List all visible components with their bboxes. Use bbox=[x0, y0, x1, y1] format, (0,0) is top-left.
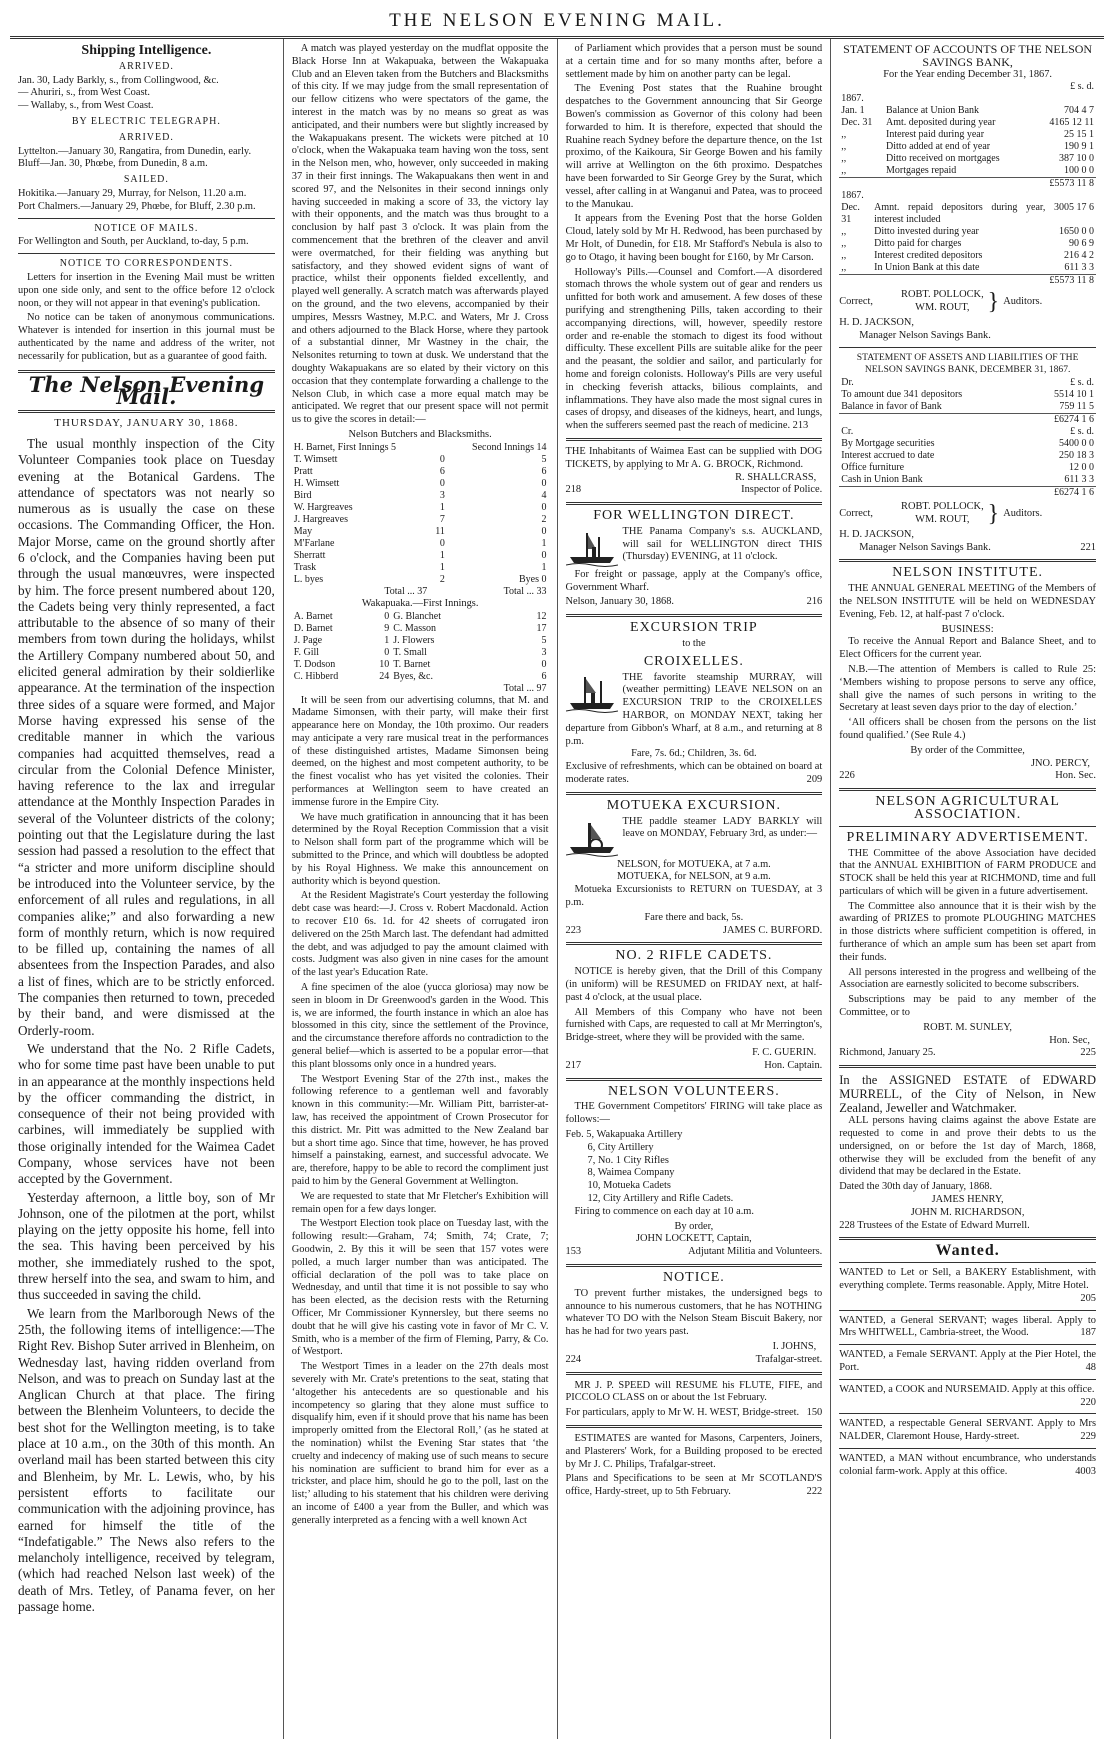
telegraph-line: Bluff—Jan. 30, Phœbe, from Dunedin, 8 a.m. bbox=[18, 158, 208, 170]
acct-row: Office furniture 12 0 0 bbox=[841, 462, 1094, 474]
nelson-team-head: Nelson Butchers and Blacksmiths. bbox=[348, 428, 492, 440]
institute-by: By order of the Committee, bbox=[910, 744, 1025, 756]
agri-foot: Richmond, January 25. bbox=[839, 1047, 936, 1059]
score-row: May 11 0 bbox=[293, 525, 547, 537]
assets-cr: Cr. £ s. d. By Mortgage securities 5400 0 0 Interest accrued to date 250 18 3 Office furniture 12 0 0 Cash in Union Bank 611 3 3 £6274 1 6 bbox=[841, 426, 1094, 499]
wanted-ad bbox=[839, 1384, 1096, 1410]
dog-tickets-role: Inspector of Police. bbox=[741, 484, 823, 496]
score-header: H. Barnet, First Innings 5 bbox=[293, 441, 396, 453]
motueka-text-2: Motueka Excursionists to RETURN on TUESDAY, at 3 p.m. bbox=[565, 884, 823, 909]
murrell-date: Dated the 30th day of January, 1868. bbox=[839, 1181, 993, 1193]
institute-business: BUSINESS: bbox=[941, 623, 994, 635]
institute-text-4: ‘All officers shall be chosen from the persons on the list found qualified.’ (See Rule 4.) bbox=[839, 717, 1096, 741]
score-row: F. Gill 0 T. Small 3 bbox=[293, 646, 547, 658]
acct-row: Dec. 31 Amt. deposited during year 4165 12 11 bbox=[841, 117, 1094, 129]
wanted-text: WANTED, a MAN without encumbrance, who understands colonial farm-work. Apply at this office. bbox=[839, 1452, 1096, 1477]
mails-title: NOTICE OF MAILS. bbox=[94, 222, 199, 234]
steamship-icon bbox=[566, 673, 618, 713]
volunteers-item: Feb. 5, Wakapuaka Artillery bbox=[565, 1128, 683, 1140]
article-para: We have much gratification in announcing that it has been determined by the Royal Reception Commission that a visit to Nelson shall form part of the programme which will be submitted to the Prince, and which will doubtless be adopted by his Royal Highness. We make this announcement on authority which is beyond question. bbox=[291, 811, 549, 887]
auditor-name: ROBT. POLLOCK, bbox=[901, 501, 984, 513]
article-para: The Westport Times in a leader on the 27th deals most severely with Mr. Crate's pretentions to the seat, stating that ‘altogether his antecedents are so questionable and his incompetency so glaring that they alone must suffice to disqualify him, even if it should prove that his name has been improperly omitted from the Electoral Roll,’ (as he stated at the nomination) whilst the Evening Star states that ‘the cruelty and indecency of making use of such means to secure his nomination are sufficient to brand him for ever as a trickster, and place him, should he go to the poll, last on the list;’ alluding to his statement that his children were deriving an income of £400 a year from the Buller, and which was generally interpreted as a fencing with a well known Act bbox=[291, 1361, 549, 1526]
article-para: It appears from the Evening Post that the horse Golden Cloud, lately sold by Mr H. Redwood, has been purchased by Mr Holt, of Dunedin, for £18. Mr Stafford's Nebula is also to go to Otago, it having been bought for £160, by Mr Carson. bbox=[565, 213, 823, 263]
acct-total: £6274 1 6 bbox=[839, 487, 1096, 500]
manager-name: H. D. JACKSON, bbox=[839, 528, 915, 540]
running-head: THE NELSON EVENING MAIL. bbox=[10, 10, 1104, 39]
score-row: Trask 1 1 bbox=[293, 561, 547, 573]
ref-number: 221 bbox=[1080, 541, 1096, 553]
score-row: Bird 3 4 bbox=[293, 489, 547, 501]
volunteers-item: 7, No. 1 City Rifles bbox=[587, 1154, 669, 1166]
sailed-line: Port Chalmers.—January 29, Phœbe, for Bluff, 2.30 p.m. bbox=[18, 200, 256, 212]
notice-role: Trafalgar-street. bbox=[755, 1353, 823, 1365]
score-row: J. Hargreaves 7 2 bbox=[293, 513, 547, 525]
rifle-role: Hon. Captain. bbox=[764, 1059, 823, 1071]
savings-title: STATEMENT OF ACCOUNTS OF THE NELSON SAVINGS BANK, bbox=[843, 42, 1093, 69]
agri-text-4: Subscriptions may be paid to any member of the Committee, or to bbox=[839, 994, 1096, 1019]
score-row: L. byes 2 Byes 0 bbox=[293, 573, 547, 585]
croixelles-text: THE favorite steamship MURRAY, will (weather permitting) LEAVE NELSON on an EXCURSION TRIP to the CROIXELLES HARBOR, on MONDAY NEXT, taking her departure from Gibbon's Wharf, at 8 a.m., and returning at 8 p.m. bbox=[565, 671, 823, 747]
acct-row: ,, Ditto received on mortgages 387 10 0 bbox=[841, 153, 1094, 165]
agri-sub: PRELIMINARY ADVERTISEMENT. bbox=[846, 829, 1089, 845]
shipping-title: Shipping Intelligence. bbox=[81, 43, 212, 58]
arrived-line: Jan. 30, Lady Barkly, s., from Collingwood, &c. bbox=[18, 74, 219, 86]
waka-team-head: Wakapuaka.—First Innings. bbox=[361, 597, 479, 609]
acct-row: ,, Mortgages repaid 100 0 0 bbox=[841, 165, 1094, 177]
acct-row: Cash in Union Bank 611 3 3 bbox=[841, 474, 1094, 486]
ref-number: 4003 bbox=[1075, 1465, 1096, 1477]
arrived-head-2: ARRIVED. bbox=[118, 131, 174, 143]
score-row: C. Hibberd 24 Byes, &c. 6 bbox=[293, 670, 547, 682]
agri-sig: ROBT. M. SUNLEY, bbox=[923, 1021, 1013, 1033]
savings-receipts bbox=[839, 81, 1096, 190]
ref-number: 228 bbox=[839, 1219, 855, 1231]
manager-role: Manager Nelson Savings Bank. bbox=[859, 329, 991, 341]
ref-number: 224 bbox=[565, 1353, 582, 1365]
ref-number: 205 bbox=[1080, 1292, 1096, 1304]
article-para: The Evening Post states that the Ruahine brought despatches to the Government announcing that Sir George Bowen's commission as Governor of this colony had been forwarded to him. It is therefore, expected that should the Ruahine reach Sydney before the departure thence, on the 1st proximo, of the Kaikoura, Sir George Bowen and his family will arrive at Wellington on the 6th proximo. Despatches have been forwarded to Sir George Grey by the Surat, which vessel, after calling in at Wanganui and Patea, was to proceed to the Manukau. bbox=[565, 83, 823, 210]
sailed-line: Hokitika.—January 29, Murray, for Nelson, 11.20 a.m. bbox=[18, 187, 247, 199]
score-row: T. Wimsett 0 5 bbox=[293, 453, 547, 465]
volunteers-by: By order, bbox=[674, 1220, 714, 1232]
acct-row: Dec. 31 Amnt. repaid depositors during year, interest included 3005 17 6 bbox=[841, 202, 1094, 226]
speed-text: MR J. P. SPEED will RESUME his FLUTE, FIFE, and PICCOLO CLASS on or about the 1st February. bbox=[565, 1379, 823, 1404]
rifle-title: NO. 2 RIFLE CADETS. bbox=[615, 948, 773, 964]
cr-label: Cr. bbox=[841, 426, 854, 438]
ref-number: 187 bbox=[1080, 1327, 1096, 1339]
assets-dr: Dr. £ s. d. To amount due 341 depositors 5514 10 1 Balance in favor of Bank 759 11 5 £6274 1 6 bbox=[841, 377, 1094, 426]
ref-number: 223 bbox=[565, 924, 582, 936]
motueka-title: MOTUEKA EXCURSION. bbox=[606, 797, 782, 813]
article-para: Yesterday afternoon, a little boy, son of Mr Johnson, one of the pilotmen at the port, whilst playing on the jetty opposite his home, fell into the sea. This having been perceived by his mother, she immediately rushed to the spot, threw herself into the sea, and swam to him, and thus succeeded in saving the child. bbox=[18, 1189, 275, 1303]
wanted-text: WANTED, a Female SERVANT. Apply at the Pier Hotel, the Port. bbox=[839, 1349, 1096, 1373]
murrell-role: Trustees of the Estate of Edward Murrell. bbox=[857, 1219, 1030, 1231]
manager-role: Manager Nelson Savings Bank. bbox=[859, 541, 991, 553]
savings-sub: For the Year ending December 31, 1867. bbox=[883, 68, 1053, 80]
wellington-foot: Nelson, January 30, 1868. bbox=[565, 596, 675, 608]
motueka-line: NELSON, for MOTUEKA, at 7 a.m. bbox=[616, 858, 771, 870]
score-total: Total ... 97 bbox=[503, 682, 547, 694]
paddle-steamer-icon bbox=[566, 817, 618, 857]
columns bbox=[10, 39, 1104, 1739]
volunteers-text: THE Government Competitors' FIRING will take place as follows:— bbox=[565, 1101, 823, 1126]
cricket-report: A match was played yesterday on the mudflat opposite the Black Horse Inn at Wakapuaka, between the Wakapuaka Club and an Eleven taken from the Butchers and Blacksmiths of this city. If we may judge from the small representation of our fellow citizens who were spectators of the game, the interest in the match was by no means so great as was anticipated, and their numbers were but slightly increased by the Wakapuakans present. The wickets were pitched at 10 o'clock, when the Wakapuaka team having won the toss, sent in the Nelson men, who, however, only succeeded in making 37 in their first innings. The Wakapuakans then went in and scored 97, and the Nelsonites in their second innings only having succeeded in making a score of 33, the victory lay with their opponents, and the match was thus brought to a conclusion by half past 3 o'clock. It was plain from the commencement that the brethren of the cleaver and anvil were overmatched, for their fielding was anything but satisfactory, and they showed evident signs of want of practice, whilst their opponents fielded excellently, and played well generally. A scratch match was afterwards played on the ground, and the two elevens, accompanied by their umpires, Messrs Wastney, M.P.C. and Waters, Mr J. Cross and others adjourned to the Black Horse, where they partook of a substantial dinner, Mr Wastney in the chair, the Nelsonites returning to town at dusk. We understand that the doughty Wakapuakans are so elated by their victory on this occasion that they contemplate forwarding a challenge to the Nelson Club, in which case a more equal match may be anticipated. We regret that our present space will not permit us to give the scores in detail:— bbox=[291, 43, 549, 426]
ref-number: 209 bbox=[806, 774, 823, 786]
auditor-name: ROBT. POLLOCK, bbox=[901, 289, 984, 301]
wanted-title: Wanted. bbox=[935, 1242, 1000, 1260]
acct-row: By Mortgage securities 5400 0 0 bbox=[841, 438, 1094, 450]
score-row: Pratt 6 6 bbox=[293, 465, 547, 477]
acct-row: ,, Interest credited depositors 216 4 2 bbox=[841, 250, 1094, 262]
dog-tickets-text: THE Inhabitants of Waimea East can be supplied with DOG TICKETS, by applying to Mr A. G. BROCK, Richmond. bbox=[565, 445, 823, 470]
institute-title: NELSON INSTITUTE. bbox=[892, 565, 1043, 581]
correspondents-para: No notice can be taken of anonymous communications. Whatever is intended for insertion in this journal must be authenticated by the name and address of the writer, not necessarily for publication, but as a guarantee of good faith. bbox=[18, 312, 275, 362]
arrived-line: — Wallaby, s., from West Coast. bbox=[18, 100, 154, 112]
score-row: D. Barnet 9 C. Masson 17 bbox=[293, 622, 547, 634]
newspaper-page bbox=[10, 10, 1104, 1742]
article-para: At the Resident Magistrate's Court yesterday the following debt case was heard:—J. Cross v. Robert Macdonald. Action to recover £10 6s. 1d. for 42 sheets of corrugated iron delivered on the 25th March last. The defendant had admitted the debt, and was adjudged to pay the amount claimed with costs. Judgment was also given in nine cases for the amount of the last year's Education Rate. bbox=[291, 890, 549, 979]
motueka-text: THE paddle steamer LADY BARKLY will leave on MONDAY, February 3rd, as under:— bbox=[622, 815, 823, 840]
ref-number: 153 bbox=[565, 1246, 582, 1258]
article-para: We learn from the Marlborough News of the 25th, the following items of intelligence:—The Right Rev. Bishop Suter arrived in Blenheim, on Wednesday last, having ridden overland from Nelson, and was to preach on Sunday last at the Anglican Church at that place. The firing between the Blenheim Volunteers, to decide the best shot for the Wellington meeting, is to take place at 10 a.m., on the 30th of this month. An overland mail has been started between this city and Blenheim, by Mr. L. Lewis, who, by his persistent efforts to facilitate our communication with the adjoining province, has earned for himself the title of the “Indefatigable.” The News also refers to the melancholy intelligence, received by telegram, (which had reached Nelson last week) of the death of Mrs. Tetley, of Panama fever, on her passage home. bbox=[18, 1305, 275, 1614]
volunteers-text-2: Firing to commence on each day at 10 a.m. bbox=[574, 1205, 754, 1217]
agri-role: Hon. Sec, bbox=[1049, 1034, 1090, 1046]
correct-label: Correct, bbox=[839, 507, 874, 519]
score-row: M'Farlane 0 1 bbox=[293, 537, 547, 549]
acct-total: £6274 1 6 bbox=[839, 414, 1096, 427]
currency-header: £ s. d. bbox=[1070, 81, 1094, 93]
article-para: The Westport Evening Star of the 27th inst., makes the following reference to a gentleman well and favorably known in this community:—Mr. William Pitt, barrister-at-law, has received the appointment of Crown Prosecutor for this district. Mr. Pitt was admitted to the New Zealand bar but a short time ago. Since that time, however, he has proved himself a painstaking, earnest, and successful advocate. We are, therefore, happy to be able to record the compliment just paid to him by the General Government at Wellington. bbox=[291, 1073, 549, 1187]
telegraph-head: BY ELECTRIC TELEGRAPH. bbox=[71, 115, 221, 127]
dateline: THURSDAY, JANUARY 30, 1868. bbox=[54, 417, 239, 430]
croixelles-title: EXCURSION TRIP bbox=[630, 620, 758, 636]
volunteers-role: Adjutant Militia and Volunteers. bbox=[688, 1246, 823, 1258]
agri-text-3: All persons interested in the progress and wellbeing of the Association are earnestly solicited to become subscribers. bbox=[839, 966, 1096, 991]
score-total: Total ... 37 Total ... 33 bbox=[384, 585, 547, 597]
manager-name: H. D. JACKSON, bbox=[839, 316, 915, 328]
wanted-ad bbox=[839, 1267, 1096, 1305]
croixelles-place: CROIXELLES. bbox=[643, 653, 744, 669]
agri-title: NELSON AGRICULTURAL ASSOCIATION. bbox=[875, 794, 1060, 822]
institute-role: Hon. Sec. bbox=[1055, 770, 1096, 782]
acct-row: Jan. 1 Balance at Union Bank 704 4 7 bbox=[841, 105, 1094, 117]
institute-text: THE ANNUAL GENERAL MEETING of the Members of the NELSON INSTITUTE will be held on WEDNESDAY Evening, Feb. 12, at half-past 7 o'clock. bbox=[839, 583, 1096, 620]
agri-text-2: The Committee also announce that it is their wish by the awarding of PRIZES to promote PLOUGHING MATCHES in those districts where sufficient competition is offered, in furtherance of which an ample sum has been set apart from their funds. bbox=[839, 900, 1096, 963]
volunteers-item: 6, City Artillery bbox=[587, 1141, 654, 1153]
telegraph-line: Lyttelton.—January 30, Rangatira, from Dunedin, early. bbox=[18, 145, 252, 157]
article-para: The usual monthly inspection of the City Volunteer Companies took place on Tuesday evening at the Botanical Gardens. The attendance of spectators was not nearly so numerous as is usually the case on these occasions. The Commanding Officer, the Hon. Major Morse, came on the ground shortly after 6 o'clock, and the Companies having been put through the usual manœuvres, were inspected by him. The force present numbered about 120, the Cadets being very thinly represented, a fact attributable to the absence of so many of their members from town during the holidays, whilst the Artillery Company numbered about 50, and elicited general admiration by their soldierlike appearance. At the termination of the inspection three sides of a square were formed, and Major Morse having expressed his sense of the creditable manner in which the various companies had acquitted themselves, read a circular from the Colonial Defence Minister, having reference to the lax and irregular attendance at the Monthly Inspection Parades in several of the Volunteer districts of the colony; pointing out that the Legislature during the last session had passed a resolution to the effect that “a stricter and more uniform discipline should be introduced into the Volunteer service, by the enforcement of all rules and regulations, in all companies alike;” and also forwarding a new form of monthly return, which is now required to be filled up, containing the names of all absentees from the Inspection Parades, and also a list of fines, which are to be strictly enforced. The companies then returned to town, preceded by their band, and were dismissed at the Orderly-room. bbox=[18, 435, 275, 1038]
ref-number: 226 bbox=[839, 770, 855, 782]
auditors-label: Auditors. bbox=[1003, 295, 1043, 307]
acct-row: ,, Interest paid during year 25 15 1 bbox=[841, 129, 1094, 141]
notice-text: TO prevent further mistakes, the undersigned begs to announce to his numerous customers, that he has NOTHING whatever TO DO with the Nelson Steam Biscuit Bakery, nor has he had for two years past. bbox=[565, 1287, 823, 1338]
institute-sig: JNO. PERCY, bbox=[1031, 757, 1090, 769]
ref-number: 217 bbox=[565, 1059, 582, 1071]
article-para: The Westport Election took place on Tuesday last, with the following result:—Graham, 74; Smith, 74; Crate, 7; Goodwin, 2. By this it will be seen that 157 votes were polled, a much larger number than was anticipated. The official declaration of the poll was to take place on Wednesday, and until that time it is not possible to say who has been elected, as the decision rests with the Returning Officer, Mr Commissioner Kynnersley, but there seems no doubt that he will give his casting vote in favor of Mr C. V. Smith, who is a member of the firm of Fleming, Parry, & Co. of Westport. bbox=[291, 1218, 549, 1358]
rifle-text-2: All Members of this Company who have not been furnished with Caps, are requested to call at Mr Merrington's, Bridge-street, where they will be provided with the same. bbox=[565, 1006, 823, 1044]
acct-total: £5573 11 8 bbox=[839, 275, 1096, 288]
auditors-block: Correct, ROBT. POLLOCK, WM. ROUT, } Auditors. bbox=[839, 288, 1043, 315]
notice-title: NOTICE. bbox=[662, 1269, 725, 1285]
correct-label: Correct, bbox=[839, 295, 874, 307]
volunteers-item: 8, Waimea Company bbox=[587, 1167, 675, 1179]
acct-row: ,, In Union Bank at this date 611 3 3 bbox=[841, 262, 1094, 274]
institute-text-3: N.B.—The attention of Members is called to Rule 25: ‘Members wishing to propose persons to serve any office, shall give the names of such persons in writing to the Secretary at least seven days prior to the day of election.’ bbox=[839, 663, 1096, 714]
acct-row: Balance in favor of Bank 759 11 5 bbox=[841, 401, 1094, 413]
croixelles-sub: to the bbox=[682, 638, 706, 650]
rifle-text: NOTICE is hereby given, that the Drill of this Company (in uniform) will be RESUMED on FRIDAY next, at half-past 4 o'clock, at the usual place. bbox=[565, 966, 823, 1003]
notice-sig: I. JOHNS, bbox=[772, 1340, 817, 1352]
acct-row: 1867. bbox=[841, 93, 864, 105]
volunteers-item: 10, Motueka Cadets bbox=[587, 1180, 671, 1192]
wanted-text: WANTED, a respectable General SERVANT. Apply to Mrs NALDER, Claremont House, Hardy-street. bbox=[839, 1418, 1096, 1443]
rifle-sig: F. C. GUERIN. bbox=[752, 1047, 817, 1058]
dr-label: Dr. bbox=[841, 377, 854, 389]
auditors-block-2: Correct, ROBT. POLLOCK, WM. ROUT, } Auditors. bbox=[839, 500, 1043, 527]
correspondents-title: NOTICE TO CORRESPONDENTS. bbox=[59, 258, 233, 270]
acct-total: £5573 11 8 bbox=[839, 178, 1096, 191]
institute-text-2: To receive the Annual Report and Balance Sheet, and to Elect Officers for the current year. bbox=[839, 636, 1096, 661]
score-row: H. Wimsett 0 0 bbox=[293, 477, 547, 489]
volunteers-item: 12, City Artillery and Rifle Cadets. bbox=[587, 1192, 734, 1204]
correspondents-para: Letters for insertion in the Evening Mail must be written upon one side only, and sent to the office before 12 o'clock noon, or they will not appear in that evening's publication. bbox=[18, 271, 275, 309]
volunteers-sig: JOHN LOCKETT, Captain, bbox=[635, 1233, 752, 1245]
ref-number: 229 bbox=[1080, 1431, 1096, 1443]
acct-row: 1867. bbox=[841, 190, 864, 202]
column-1 bbox=[10, 39, 284, 1739]
arrived-head: ARRIVED. bbox=[118, 60, 174, 72]
score-row: A. Barnet 0 G. Blanchet 12 bbox=[293, 610, 547, 622]
mails-text: For Wellington and South, per Auckland, to-day, 5 p.m. bbox=[18, 236, 249, 248]
motueka-sig: JAMES C. BURFORD. bbox=[722, 924, 823, 936]
wanted-text: WANTED, a COOK and NURSEMAID. Apply at this office. bbox=[839, 1383, 1095, 1395]
auditors-label: Auditors. bbox=[1003, 507, 1043, 519]
murrell-text: ALL persons having claims against the above Estate are requested to come in and prove their debts to us the undersigned, on or before the 1st day of March, 1868, otherwise they will be excluded from the benefit of any dividend that may be declared in the Estate. bbox=[839, 1115, 1096, 1178]
wanted-ad bbox=[839, 1315, 1096, 1341]
article-para: of Parliament which provides that a person must be sound at a certain time and for so many months after, before a settlement made by him on another party can be legal. bbox=[565, 43, 823, 80]
article-para: We are requested to state that Mr Fletcher's Exhibition will remain open for a few days longer. bbox=[291, 1190, 549, 1215]
article-para: It will be seen from our advertising columns, that M. and Madame Simonsen, with their party, will make their first appearance here on Monday, the 10th proximo. Our readers may anticipate a very rare musical treat in the performances of these distinguished artistes, Madame Simonsen being deemed, on the highest and most competent authority, to be the finest vocalist who has yet visited the colonies. Their performances at Wellington seem to have created an immense furore in the Empire City. bbox=[291, 694, 549, 808]
ref-number: 48 bbox=[1085, 1362, 1096, 1373]
auditor-name: WM. ROUT, bbox=[915, 513, 970, 525]
wellington-text: THE Panama Company's s.s. AUCKLAND, will sail for WELLINGTON direct THIS (Thursday) EVENING, at 11 o'clock. bbox=[622, 525, 823, 563]
acct-row: ,, Ditto paid for charges 90 6 9 bbox=[841, 238, 1094, 250]
nameplate: The Nelson Evening Mail. bbox=[18, 370, 275, 414]
score-row: Sherratt 1 0 bbox=[293, 549, 547, 561]
croixelles-text-2: Exclusive of refreshments, which can be obtained on board at moderate rates. bbox=[565, 761, 823, 786]
murrell-head: In the ASSIGNED ESTATE of EDWARD MURRELL, of the City of Nelson, in New Zealand, Jeweller and Watchmaker. bbox=[839, 1073, 1096, 1116]
waka-scores bbox=[292, 611, 549, 695]
murrell-sig: JAMES HENRY, bbox=[931, 1194, 1004, 1206]
estimates-text: ESTIMATES are wanted for Masons, Carpenters, Joiners, and Plasterers' Work, for a Building proposed to be erected by Mr J. C. Philips, Trafalgar-street. bbox=[565, 1432, 823, 1470]
arrived-line: — Ahuriri, s., from West Coast. bbox=[18, 87, 151, 99]
ref-number: 222 bbox=[806, 1486, 823, 1498]
acct-row: Interest accrued to date 250 18 3 bbox=[841, 450, 1094, 462]
article-para: A fine specimen of the aloe (yucca gloriosa) may now be seen in bloom in Dr Greenwood's garden in the Wood. This is, we are informed, the fourth instance in which an aloe has blossomed in this city, since the settlement of the Province, and the circumstance therefore affords no contradiction to the general belief—which is asserted to be a popular error—that this plant blossoms only once in a hundred years. bbox=[291, 982, 549, 1070]
column-4 bbox=[831, 39, 1104, 1739]
ref-number: 150 bbox=[806, 1407, 823, 1419]
score-row: J. Page 1 J. Flowers 5 bbox=[293, 634, 547, 646]
acct-row: ,, Ditto invested during year 1650 0 0 bbox=[841, 226, 1094, 238]
wellington-text-2: For freight or passage, apply at the Company's office, Government Wharf. bbox=[565, 568, 823, 593]
acct-row: ,, Ditto added at end of year 190 9 1 bbox=[841, 141, 1094, 153]
speed-text-2: For particulars, apply to Mr W. H. WEST, Bridge-street. bbox=[565, 1407, 800, 1419]
steamship-icon bbox=[566, 527, 618, 567]
wanted-ad bbox=[839, 1349, 1096, 1375]
acct-row: To amount due 341 depositors 5514 10 1 bbox=[841, 389, 1094, 401]
dog-tickets-sig: R. SHALLCRASS, bbox=[735, 471, 817, 483]
holloway-ad: Holloway's Pills.—Counsel and Comfort.—A disordered stomach throws the whole system out of gear and renders us unfitted for both work and amusement. A few doses of these purifying and strengthening Pills, taken according to their accompanying directions, will, however, speedily restore order and re-enable the stomach to digest its food without difficulty. These excellent Pills are suitable alike for the peer and the peasant, the soldier and sailor, and particularly for home and foreign colonists. Holloway's Pills are very useful in checking feverish attacks, bilious complaints, and inflammations. They have also made the most signal cures in cases of dropsy, and diseases of the kidneys, heart, and lungs, when the sufferers seemed past the reach of medicine. 213 bbox=[565, 266, 823, 432]
nelson-scores bbox=[292, 442, 549, 598]
ref-number: 218 bbox=[565, 484, 582, 496]
volunteers-title: NELSON VOLUNTEERS. bbox=[608, 1083, 780, 1099]
ref-number: 216 bbox=[806, 596, 823, 608]
estimates-text-2: Plans and Specifications to be seen at Mr SCOTLAND'S office, Hardy-street, up to 5th February. bbox=[565, 1473, 823, 1498]
assets-title: STATEMENT OF ASSETS AND LIABILITIES OF THE NELSON SAVINGS BANK, DECEMBER 31, 1867. bbox=[856, 351, 1079, 376]
ref-number: 220 bbox=[1080, 1396, 1096, 1408]
wanted-text: WANTED to Let or Sell, a BAKERY Establishment, with everything complete. Terms reasonable. Apply, Mitre Hotel. bbox=[839, 1267, 1096, 1292]
wanted-text: WANTED, a General SERVANT; wages liberal. Apply to Mrs WHITWELL, Cambria-street, the Wood. bbox=[839, 1314, 1096, 1339]
croixelles-fare: Fare, 7s. 6d.; Children, 3s. 6d. bbox=[631, 748, 757, 760]
agri-text: THE Committee of the above Association have decided that the ANNUAL EXHIBITION of FARM PRODUCE and STOCK shall be held this year at RICHMOND, time and full particulars of which will be given in a future advertisement. bbox=[839, 847, 1096, 897]
murrell-sig: JOHN M. RICHARDSON, bbox=[910, 1206, 1025, 1218]
wanted-ad bbox=[839, 1453, 1096, 1479]
score-row: W. Hargreaves 1 0 bbox=[293, 501, 547, 513]
savings-payments bbox=[839, 190, 1096, 287]
score-header: Second Innings 14 bbox=[472, 441, 547, 453]
column-3 bbox=[558, 39, 832, 1739]
auditor-name: WM. ROUT, bbox=[915, 302, 970, 314]
motueka-fare: Fare there and back, 5s. bbox=[644, 911, 744, 923]
column-2 bbox=[284, 39, 558, 1739]
motueka-line: MOTUEKA, for NELSON, at 9 a.m. bbox=[616, 871, 771, 883]
wellington-title: FOR WELLINGTON DIRECT. bbox=[593, 508, 795, 524]
wanted-ad bbox=[839, 1418, 1096, 1444]
ref-number: 225 bbox=[1080, 1047, 1096, 1059]
article-para: We understand that the No. 2 Rifle Cadets, who for some time past have been unable to put in an appearance at the monthly inspections held by the officer commanding the district, in consequence of their not being provided with carbines, will immediately be supplied with those originally intended for the Waimea Cadet Company, whose services have not been accepted by the Government. bbox=[18, 1040, 275, 1187]
sailed-head: SAILED. bbox=[123, 174, 169, 186]
score-row: T. Dodson 10 T. Barnet 0 bbox=[293, 658, 547, 670]
